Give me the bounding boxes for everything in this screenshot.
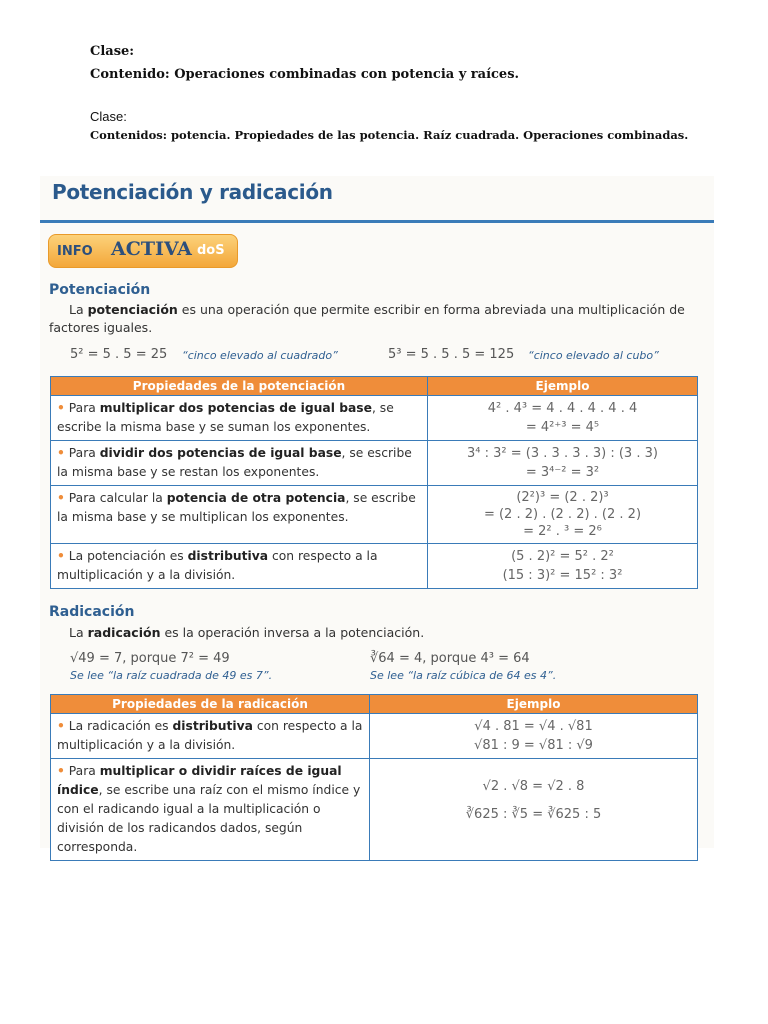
table-header-row (51, 695, 698, 714)
column-header-example: Ejemplo (370, 695, 698, 714)
radicacion-definition: La radicación es la operación inversa a la potenciación. (69, 625, 425, 640)
class-label-2: Clase: (90, 109, 127, 124)
page-title: Potenciación y radicación (52, 180, 333, 204)
example-cell: √2 . √8 = √2 . 8 ∛625 : ∛5 = ∛625 : 5 (370, 759, 698, 861)
example-square: 5² = 5 . 5 = 25 (70, 347, 168, 362)
example-cube-root: ∛64 = 4, porque 4³ = 64 (370, 651, 530, 666)
table-header-row (51, 377, 698, 396)
example-square-note: “cinco elevado al cuadrado” (182, 349, 338, 362)
table-row (51, 544, 698, 589)
table-row (51, 759, 698, 861)
example-cube: 5³ = 5 . 5 . 5 = 125 (388, 347, 515, 362)
badge-part-2: ACTIVA (111, 238, 192, 260)
info-activa-badge (48, 234, 238, 268)
class-label-1: Clase: (90, 44, 135, 59)
radicacion-properties-table (50, 694, 698, 861)
content-label-1: Contenido: Operaciones combinadas con potencia y raíces. (90, 67, 520, 82)
column-header-properties: Propiedades de la radicación (51, 695, 370, 714)
example-cell: 3⁴ : 3² = (3 . 3 . 3 . 3) : (3 . 3) = 3⁴⁻² = 3² (428, 441, 698, 486)
example-square-root-note: Se lee “la raíz cuadrada de 49 es 7”. (70, 669, 273, 682)
example-square-root: √49 = 7, porque 7² = 49 (70, 651, 230, 666)
column-header-properties: Propiedades de la potenciación (51, 377, 428, 396)
table-row (51, 486, 698, 544)
table-row (51, 396, 698, 441)
potenciacion-definition: La potenciación es una operación que permite escribir en forma abreviada una multiplicación de factores iguales. (49, 302, 685, 335)
badge-part-1: INFO (57, 244, 93, 259)
example-cell: 4² . 4³ = 4 . 4 . 4 . 4 . 4 = 4²⁺³ = 4⁵ (428, 396, 698, 441)
property-cell: • Para multiplicar dos potencias de igual base, se escribe la misma base y se suman los exponentes. (51, 396, 428, 441)
title-divider (40, 220, 714, 223)
badge-part-3: doS (197, 243, 225, 258)
table-row (51, 441, 698, 486)
property-cell: • Para dividir dos potencias de igual base, se escribe la misma base y se restan los exponentes. (51, 441, 428, 486)
example-cell: (5 . 2)² = 5² . 2² (15 : 3)² = 15² : 3² (428, 544, 698, 589)
section-title-potenciacion: Potenciación (49, 282, 151, 298)
example-cell: √4 . 81 = √4 . √81 √81 : 9 = √81 : √9 (370, 714, 698, 759)
example-cell: (2²)³ = (2 . 2)³ = (2 . 2) . (2 . 2) . (2 . 2) = 2² . ³ = 2⁶ (428, 486, 698, 544)
example-cube-note: “cinco elevado al cubo” (528, 349, 659, 362)
section-title-radicacion: Radicación (49, 604, 135, 620)
content-label-2: Contenidos: potencia. Propiedades de las potencia. Raíz cuadrada. Operaciones combinadas. (90, 128, 689, 142)
property-cell: • La potenciación es distributiva con respecto a la multiplicación y a la división. (51, 544, 428, 589)
example-cube-root-note: Se lee “la raíz cúbica de 64 es 4”. (370, 669, 557, 682)
property-cell: • Para calcular la potencia de otra potencia, se escribe la misma base y se multiplican los exponentes. (51, 486, 428, 544)
potenciacion-properties-table (50, 376, 698, 589)
property-cell: • Para multiplicar o dividir raíces de igual índice, se escribe una raíz con el mismo índice y con el radicando igual a la multiplicación o división de los radicandos dados, según corresponda. (51, 759, 370, 861)
property-cell: • La radicación es distributiva con respecto a la multiplicación y a la división. (51, 714, 370, 759)
column-header-example: Ejemplo (428, 377, 698, 396)
table-row (51, 714, 698, 759)
